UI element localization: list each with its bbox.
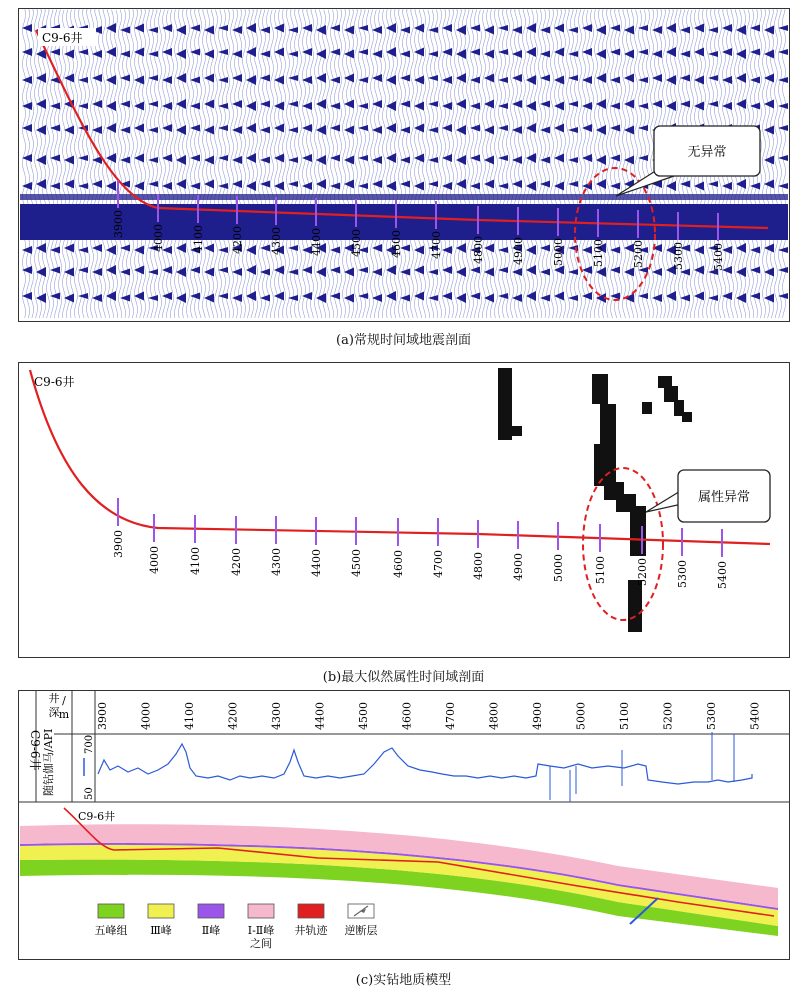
legend-label-2: Ⅱ峰: [201, 924, 221, 937]
c-depth-label-4700: 4700: [444, 702, 457, 730]
a-depth-label-5000: 5000: [552, 238, 565, 266]
c-depth-label-4300: 4300: [270, 702, 283, 730]
geology-model: [18, 690, 790, 960]
a-depth-label-4400: 4400: [310, 228, 323, 256]
b-depth-label-4600: 4600: [392, 550, 405, 578]
legend-label-5: 逆断层: [344, 924, 378, 937]
panel-b-attribute: [18, 362, 790, 658]
panel-c-model: [18, 690, 790, 960]
depth-header-char: m: [58, 708, 70, 721]
well-label-b: C9-6井: [34, 375, 75, 389]
attribute-section: [18, 362, 790, 658]
b-depth-label-5400: 5400: [716, 561, 729, 589]
caption-a: (a)常规时间域地震剖面: [336, 333, 471, 348]
legend-label-3: 之间: [250, 937, 272, 950]
c-depth-label-4500: 4500: [357, 702, 370, 730]
a-depth-label-5300: 5300: [672, 242, 685, 270]
caption-c: (c)实钻地质模型: [355, 973, 452, 988]
seismic-section: [18, 8, 790, 322]
b-depth-label-4300: 4300: [270, 548, 283, 576]
b-depth-label-4100: 4100: [189, 547, 202, 575]
a-depth-label-5100: 5100: [592, 239, 605, 267]
depth-header-char: 井: [48, 692, 60, 705]
b-depth-label-5200: 5200: [636, 558, 649, 586]
legend-swatch-1: [148, 904, 174, 918]
legend-swatch-0: [98, 904, 124, 918]
c-depth-label-5100: 5100: [618, 702, 631, 730]
c-depth-label-3900: 3900: [96, 702, 109, 730]
depth-header-char: /: [62, 694, 66, 707]
callout-b-text: 属性异常: [697, 490, 751, 505]
a-depth-label-4600: 4600: [390, 230, 403, 258]
a-depth-label-4300: 4300: [270, 227, 283, 255]
a-depth-label-4700: 4700: [430, 231, 443, 259]
a-depth-label-5200: 5200: [632, 240, 645, 268]
gamma-max: 700: [84, 734, 95, 754]
a-depth-label-3900: 3900: [112, 210, 125, 238]
c-depth-label-4200: 4200: [226, 702, 240, 730]
c-depth-label-4400: 4400: [313, 702, 327, 730]
b-depth-label-3900: 3900: [112, 530, 125, 558]
well-label-a: C9-6井: [42, 31, 83, 45]
b-depth-label-4700: 4700: [432, 550, 445, 578]
c-depth-label-4600: 4600: [400, 702, 414, 730]
c-depth-label-5300: 5300: [705, 702, 718, 730]
legend-label-4: 井轨迹: [294, 924, 328, 937]
a-depth-label-4000: 4000: [152, 224, 165, 252]
c-depth-label-5200: 5200: [661, 702, 675, 730]
legend-label-1: Ⅲ峰: [150, 924, 172, 937]
b-depth-label-4500: 4500: [350, 549, 363, 577]
c-depth-label-4000: 4000: [139, 702, 153, 730]
legend-label-0: 五峰组: [94, 924, 128, 937]
a-depth-label-4500: 4500: [350, 229, 363, 257]
legend-label-3: Ⅰ-Ⅱ峰: [247, 924, 275, 937]
gamma-header: 随钻伽马/API: [42, 728, 55, 796]
c-depth-label-4800: 4800: [487, 702, 501, 730]
a-depth-label-4100: 4100: [192, 225, 205, 253]
b-depth-label-4800: 4800: [472, 552, 485, 580]
b-depth-label-4000: 4000: [148, 546, 161, 574]
depth-header-char: 深: [48, 706, 60, 719]
b-depth-label-5300: 5300: [676, 560, 689, 588]
well-side-label: C9-6井: [28, 730, 42, 771]
b-depth-label-4900: 4900: [512, 553, 525, 581]
c-depth-label-5400: 5400: [748, 702, 762, 730]
c-depth-label-4100: 4100: [183, 702, 196, 730]
callout-a-text: 无异常: [687, 145, 727, 160]
a-depth-label-5400: 5400: [712, 243, 725, 271]
a-depth-label-4800: 4800: [472, 236, 485, 264]
c-depth-label-4900: 4900: [531, 702, 544, 730]
a-depth-label-4900: 4900: [512, 237, 525, 265]
panel-a-seismic: [18, 8, 790, 322]
b-depth-label-5000: 5000: [552, 554, 565, 582]
c-depth-label-5000: 5000: [574, 702, 588, 730]
legend-swatch-2: [198, 904, 224, 918]
well-label-c: C9-6井: [78, 810, 116, 823]
b-depth-label-5100: 5100: [594, 556, 607, 584]
caption-b: (b)最大似然属性时间域剖面: [322, 670, 485, 685]
legend-swatch-3: [248, 904, 274, 918]
a-depth-label-4200: 4200: [231, 226, 244, 254]
b-depth-label-4200: 4200: [230, 548, 243, 576]
b-depth-label-4400: 4400: [310, 549, 323, 577]
gamma-min: 50: [84, 787, 95, 800]
